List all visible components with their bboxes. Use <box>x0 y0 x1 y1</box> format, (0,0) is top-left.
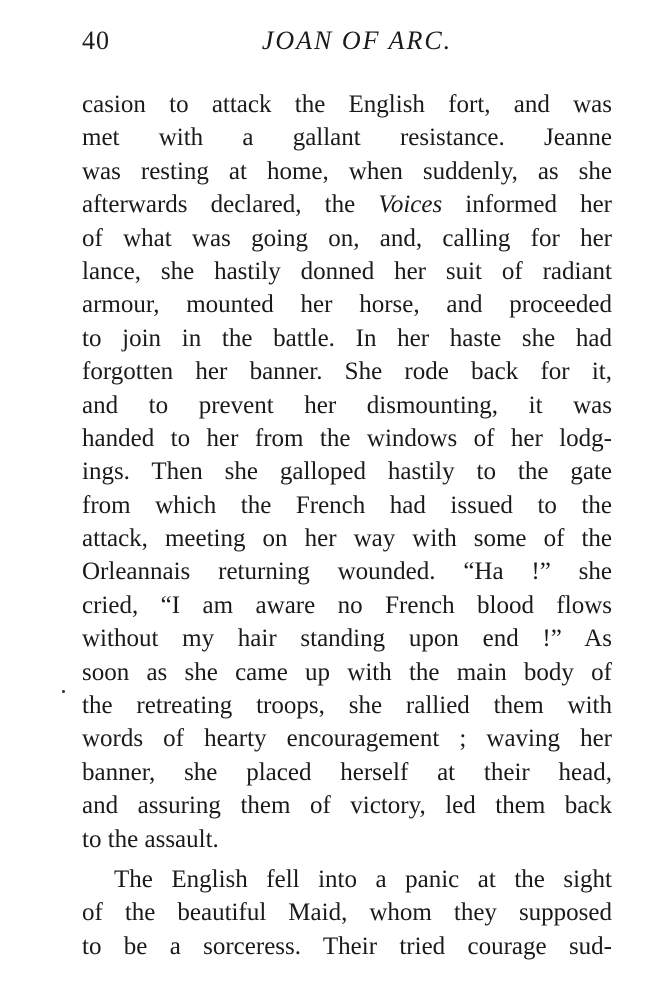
text-line: casion to attack the English fort, and was <box>82 91 612 118</box>
running-head <box>82 26 612 66</box>
text-line: words of hearty encouragement ; waving her <box>82 725 612 753</box>
text-line: Orleannais returning wounded. “Ha !” she <box>82 558 612 586</box>
text-line: of what was going on, and, calling for her <box>82 224 612 252</box>
text-line: without my hair standing upon end !” As <box>82 625 612 653</box>
text-line: and to prevent her dismounting, it was <box>82 391 612 419</box>
text-line: from which the French had issued to the <box>82 491 612 519</box>
body-text <box>82 88 612 963</box>
text-line: and assuring them of victory, led them back <box>82 792 612 820</box>
text-line: the retreating troops, she rallied them with <box>82 692 612 720</box>
text-line: soon as she came up with the main body of <box>82 658 612 686</box>
italic-word: Voices <box>378 191 443 219</box>
text-line: to join in the battle. In her haste she had <box>82 324 612 352</box>
text-line: to be a sorceress. Their tried courage sud- <box>82 932 612 960</box>
stray-ink-dot <box>62 690 65 693</box>
page-number: 40 <box>82 26 110 55</box>
text-segment: informed her <box>442 191 612 219</box>
running-title: JOAN OF ARC. <box>261 26 453 55</box>
text-line: The English fell into a panic at the sight <box>114 865 612 893</box>
text-line: to the assault. <box>82 825 219 853</box>
text-line: was resting at home, when suddenly, as she <box>82 157 612 185</box>
text-line: attack, meeting on her way with some of the <box>82 525 612 553</box>
text-line: forgotten her banner. She rode back for it, <box>82 358 612 386</box>
text-line: ings. Then she galloped hastily to the gate <box>82 458 612 486</box>
text-line: banner, she placed herself at their head, <box>82 758 612 786</box>
text-line: of the beautiful Maid, whom they supposed <box>82 899 612 927</box>
text-line <box>82 188 612 221</box>
text-line: handed to her from the windows of her lodg- <box>82 424 612 452</box>
paragraph-gap <box>82 856 612 863</box>
text-line: lance, she hastily donned her suit of radiant <box>82 257 612 285</box>
text-segment: afterwards declared, the <box>82 191 379 219</box>
text-line: armour, mounted her horse, and proceeded <box>82 291 612 319</box>
text-line: cried, “I am aware no French blood flows <box>82 591 612 619</box>
paragraph <box>82 88 612 856</box>
paragraph <box>82 863 612 963</box>
text-line: met with a gallant resistance. Jeanne <box>82 124 612 152</box>
